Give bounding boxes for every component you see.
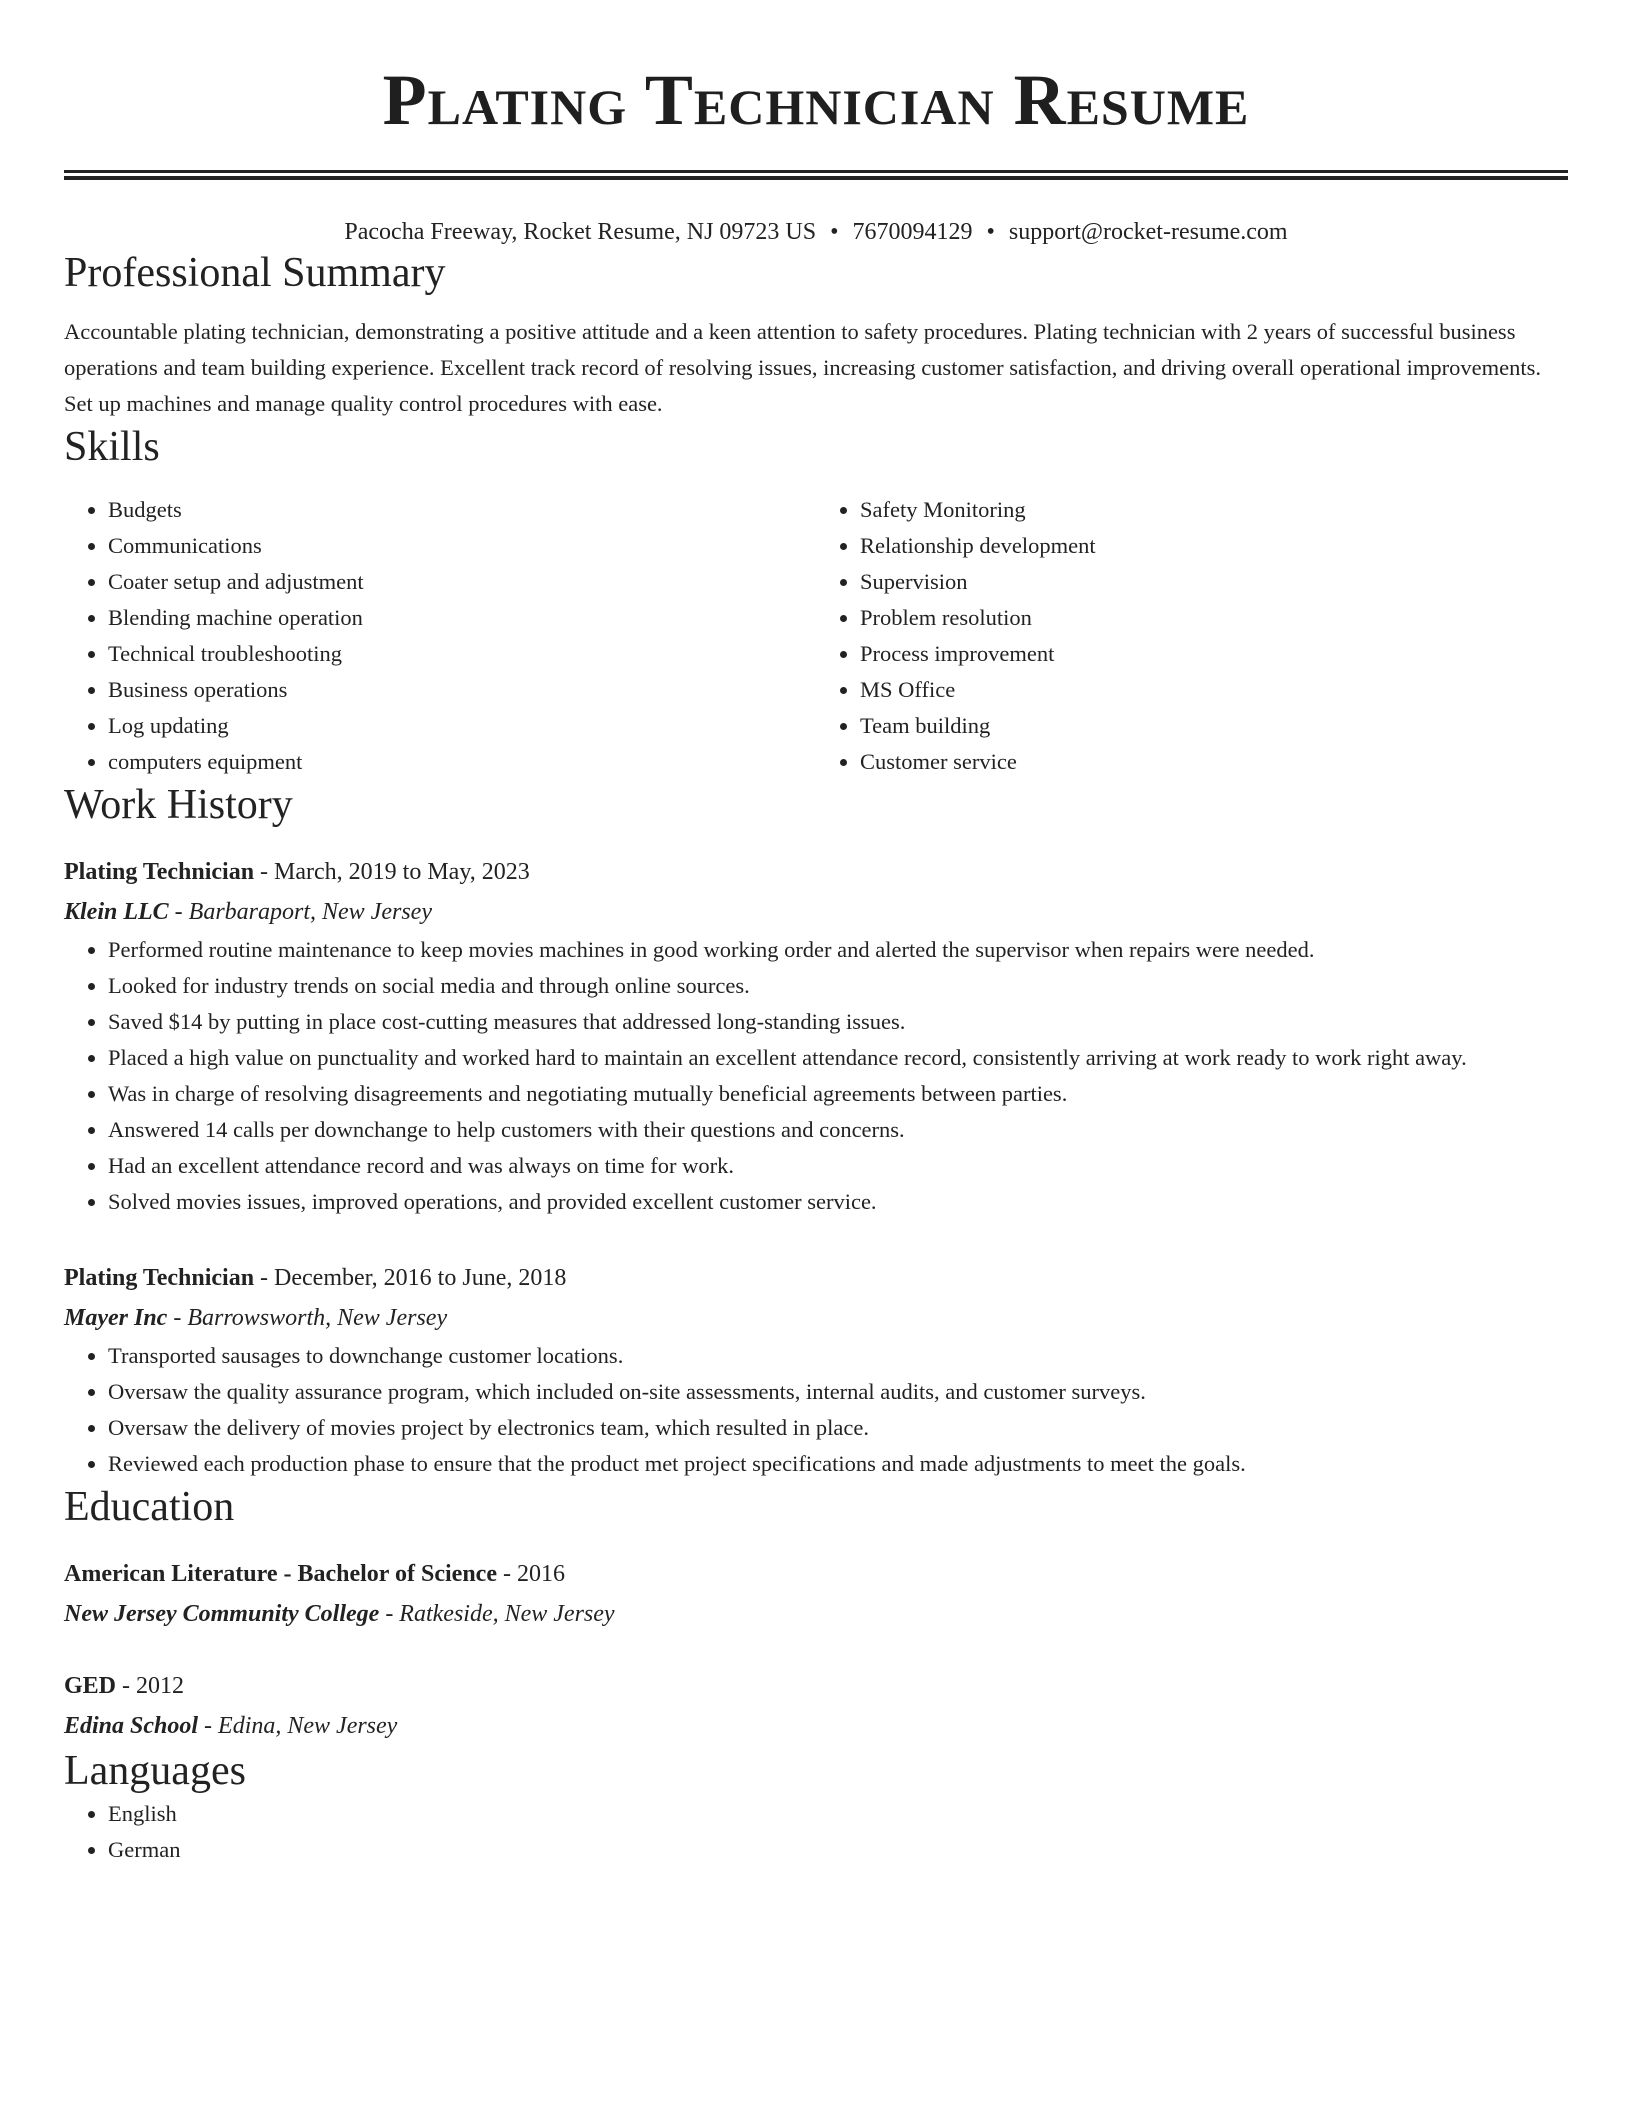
job-entry bbox=[64, 852, 1568, 1220]
skill-item: • Technical troubleshooting bbox=[108, 636, 816, 672]
contact-separator: • bbox=[830, 219, 839, 245]
education-degree-line bbox=[64, 1666, 1568, 1706]
job-company: Mayer Inc bbox=[64, 1305, 168, 1331]
contact-separator: • bbox=[986, 219, 995, 245]
education-location: - Edina, New Jersey bbox=[198, 1713, 398, 1739]
job-duty: • Performed routine maintenance to keep movies machines in good working order and alerted the supervisor when repairs were needed. bbox=[108, 932, 1568, 968]
skill-item: • Communications bbox=[108, 528, 816, 564]
education-year: - 2016 bbox=[496, 1561, 565, 1587]
job-company: Klein LLC bbox=[64, 899, 169, 925]
education-entry bbox=[64, 1554, 1568, 1634]
language-item: • English bbox=[108, 1796, 1568, 1832]
skill-item: • Process improvement bbox=[860, 636, 1568, 672]
skill-item: • Blending machine operation bbox=[108, 600, 816, 636]
skill-item: • Customer service bbox=[860, 744, 1568, 780]
education-school: Edina School bbox=[64, 1713, 199, 1739]
title-divider bbox=[64, 170, 1568, 180]
job-duty: • Oversaw the quality assurance program, which included on-site assessments, internal audits, and customer surveys. bbox=[108, 1374, 1568, 1410]
job-title: Plating Technician bbox=[64, 1265, 255, 1291]
job-duties bbox=[64, 932, 1568, 1220]
job-header bbox=[64, 1258, 1568, 1298]
job-duty: • Answered 14 calls per downchange to help customers with their questions and concerns. bbox=[108, 1112, 1568, 1148]
education-year: - 2012 bbox=[116, 1673, 185, 1699]
summary-text: Accountable plating technician, demonstrating a positive attitude and a keen attention to safety procedures. Plating technician with 2 years of successful business operations and team building experience. Excellent track record of resolving issues, increasing customer satisfaction, and driving overall operational improvements. Set up machines and manage quality control procedures with ease. bbox=[64, 319, 1542, 416]
skills-columns bbox=[64, 492, 1568, 780]
contact-line bbox=[64, 216, 1568, 248]
language-item: • German bbox=[108, 1832, 1568, 1868]
resume-title: Plating Technician Resume bbox=[382, 60, 1250, 140]
summary-heading: Professional Summary bbox=[64, 250, 446, 296]
job-duty: • Had an excellent attendance record and was always on time for work. bbox=[108, 1148, 1568, 1184]
job-duty: • Saved $14 by putting in place cost-cutting measures that addressed long-standing issues. bbox=[108, 1004, 1568, 1040]
job-duty: • Reviewed each production phase to ensure that the product met project specifications and made adjustments to meet the goals. bbox=[108, 1446, 1568, 1482]
skill-item: • Log updating bbox=[108, 708, 816, 744]
education-heading: Education bbox=[64, 1484, 235, 1530]
education-school: New Jersey Community College bbox=[64, 1601, 380, 1627]
education-school-line bbox=[64, 1706, 1568, 1746]
job-company-line bbox=[64, 1298, 1568, 1338]
work-history-heading: Work History bbox=[64, 782, 293, 828]
languages-heading: Languages bbox=[64, 1748, 246, 1794]
skill-item: • Problem resolution bbox=[860, 600, 1568, 636]
skill-item: • Safety Monitoring bbox=[860, 492, 1568, 528]
contact-address: Pacocha Freeway, Rocket Resume, NJ 09723 US bbox=[344, 219, 817, 245]
education-school-line bbox=[64, 1594, 1568, 1634]
education-location: - Ratkeside, New Jersey bbox=[379, 1601, 615, 1627]
job-location: - Barbaraport, New Jersey bbox=[168, 899, 432, 925]
skill-item: • computers equipment bbox=[108, 744, 816, 780]
skill-item: • Team building bbox=[860, 708, 1568, 744]
skill-item: • Business operations bbox=[108, 672, 816, 708]
skill-item: • Relationship development bbox=[860, 528, 1568, 564]
education-degree: GED bbox=[64, 1673, 117, 1699]
job-dates: - December, 2016 to June, 2018 bbox=[254, 1265, 567, 1291]
job-duty: • Solved movies issues, improved operations, and provided excellent customer service. bbox=[108, 1184, 1568, 1220]
skill-item: • MS Office bbox=[860, 672, 1568, 708]
contact-email: support@rocket-resume.com bbox=[1008, 219, 1288, 245]
skills-list-left bbox=[64, 492, 816, 780]
job-duty: • Looked for industry trends on social media and through online sources. bbox=[108, 968, 1568, 1004]
education-entry bbox=[64, 1666, 1568, 1746]
job-duty: • Placed a high value on punctuality and worked hard to maintain an excellent attendance record, consistently arriving at work ready to work right away. bbox=[108, 1040, 1568, 1076]
job-entry bbox=[64, 1258, 1568, 1482]
job-duty: • Was in charge of resolving disagreements and negotiating mutually beneficial agreements between parties. bbox=[108, 1076, 1568, 1112]
education-degree-line bbox=[64, 1554, 1568, 1594]
job-duties bbox=[64, 1338, 1568, 1482]
education-degree: American Literature - Bachelor of Science bbox=[64, 1561, 497, 1587]
skill-item: • Budgets bbox=[108, 492, 816, 528]
skills-heading: Skills bbox=[64, 424, 160, 470]
skill-item: • Coater setup and adjustment bbox=[108, 564, 816, 600]
job-company-line bbox=[64, 892, 1568, 932]
skill-item: • Supervision bbox=[860, 564, 1568, 600]
languages-list bbox=[64, 1796, 1568, 1868]
job-duty: • Oversaw the delivery of movies project by electronics team, which resulted in place. bbox=[108, 1410, 1568, 1446]
skills-list-right bbox=[816, 492, 1568, 780]
job-duty: • Transported sausages to downchange customer locations. bbox=[108, 1338, 1568, 1374]
job-dates: - March, 2019 to May, 2023 bbox=[254, 859, 530, 885]
job-location: - Barrowsworth, New Jersey bbox=[167, 1305, 448, 1331]
job-header bbox=[64, 852, 1568, 892]
job-title: Plating Technician bbox=[64, 859, 255, 885]
contact-phone: 7670094129 bbox=[852, 219, 973, 245]
